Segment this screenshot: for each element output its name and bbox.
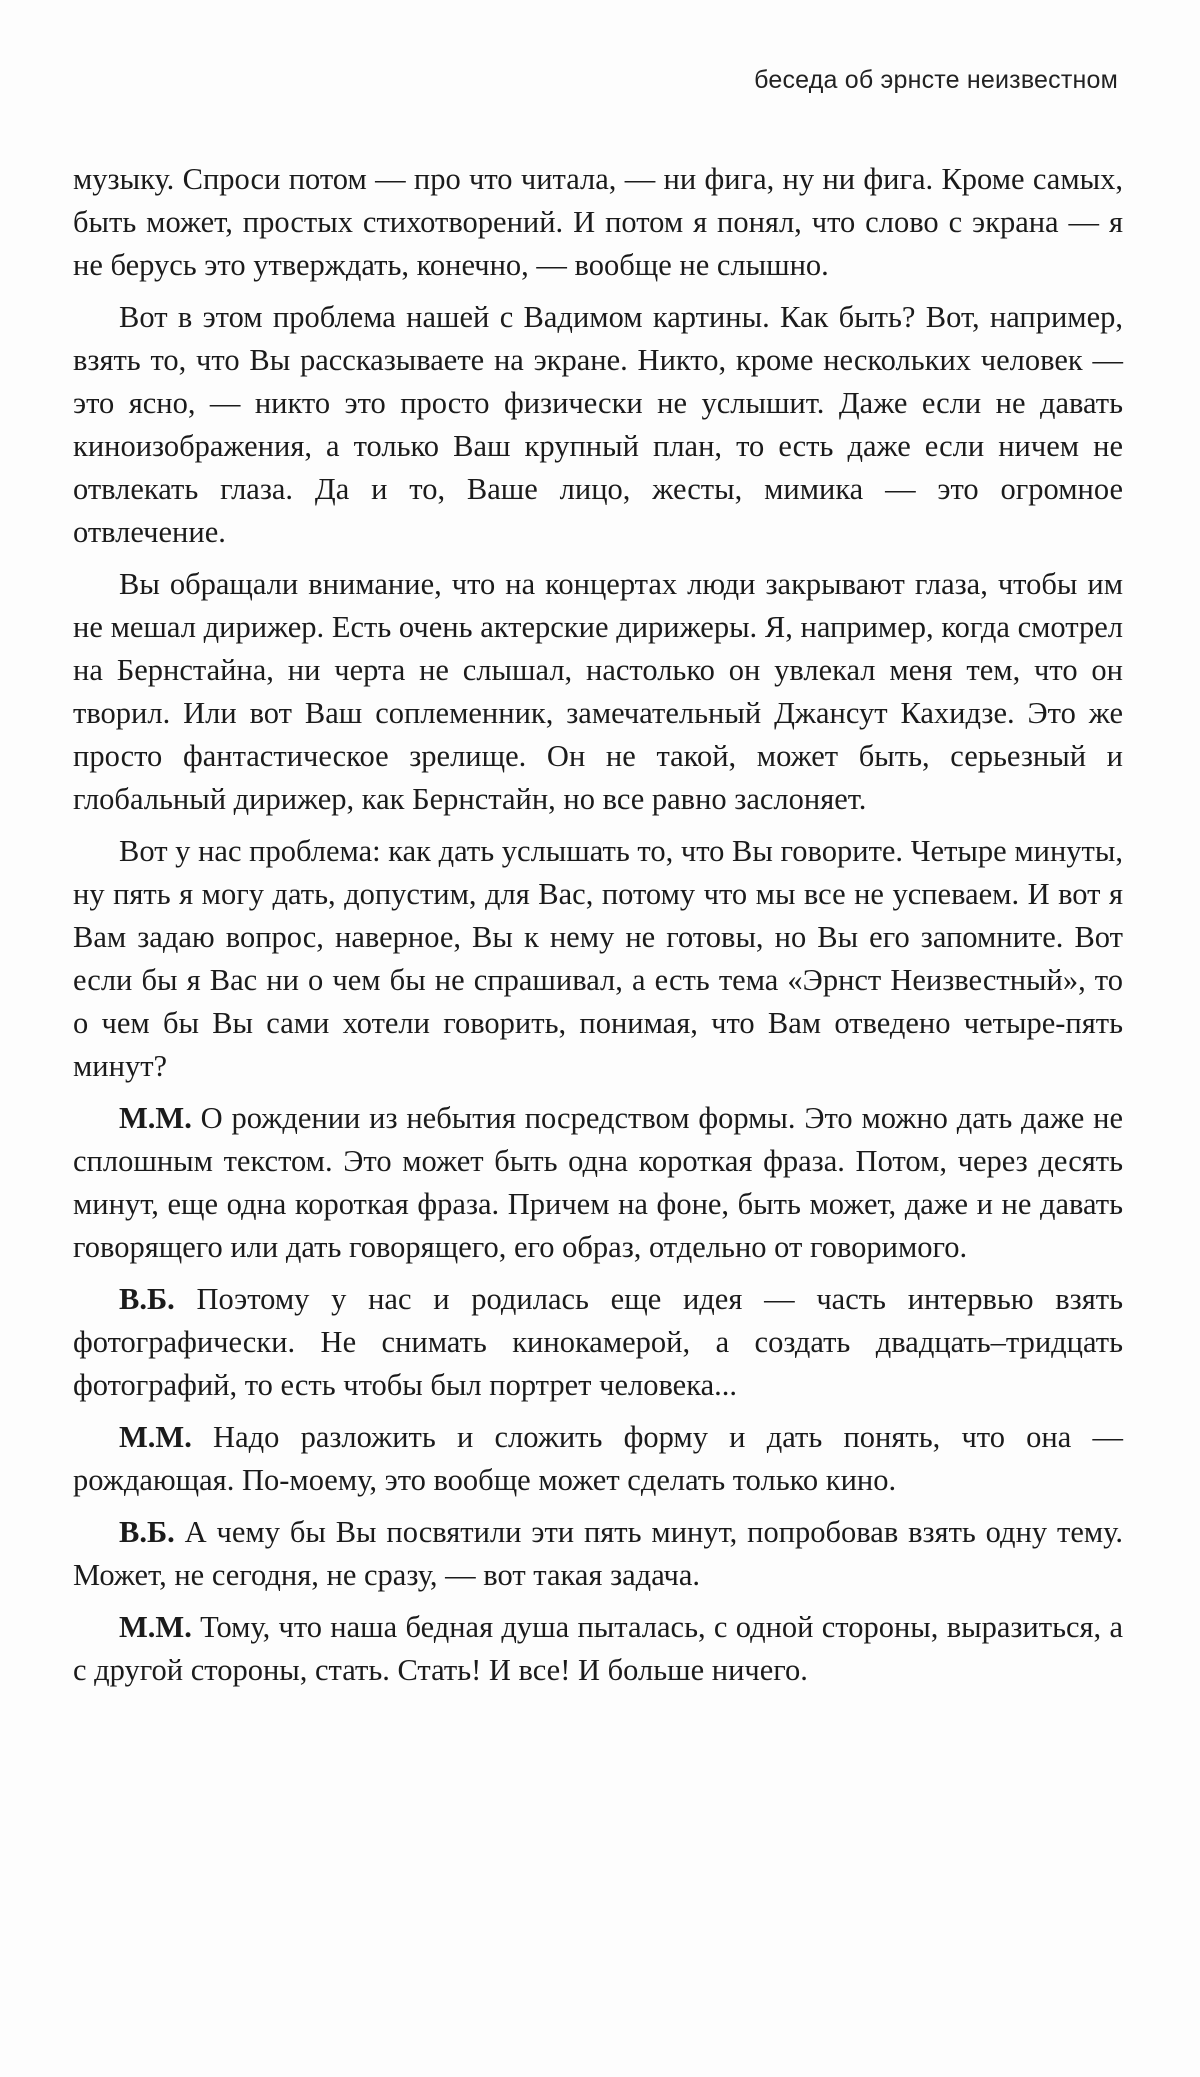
paragraph-text: А чему бы Вы посвятили эти пять минут, попробовав взять одну тему. Может, не сегодня, не сразу, — вот такая задача. xyxy=(73,1515,1123,1592)
paragraph-text: Тому, что наша бедная душа пыталась, с одной стороны, выразиться, а с другой стороны, стать. Стать! И все! И больше ничего. xyxy=(73,1610,1123,1687)
paragraph-text: Вот у нас проблема: как дать услышать то, что Вы говорите. Четыре минуты, ну пять я могу дать, допустим, для Вас, потому что мы все не успеваем. И вот я Вам задаю вопрос, наверное, Вы к нему не готовы, но Вы его запомните. Вот если бы я Вас ни о чем бы не спрашивал, а есть тема «Эрнст Неизвестный», то о чем бы Вы сами хотели говорить, понимая, что Вам отведено четыре-пять минут? xyxy=(73,834,1123,1083)
speaker-label: М.М. xyxy=(119,1610,192,1644)
paragraph xyxy=(73,830,1123,1088)
speaker-label: В.Б. xyxy=(119,1282,175,1316)
body-text xyxy=(73,158,1123,1701)
paragraph-text: музыку. Спроси потом — про что читала, — ни фига, ну ни фига. Кроме самых, быть может, простых стихотворений. И потом я понял, что слово с экрана — я не берусь это утверждать, конечно, — вообще не слышно. xyxy=(73,162,1123,282)
paragraph xyxy=(73,158,1123,287)
dialogue-paragraph xyxy=(73,1097,1123,1269)
speaker-label: М.М. xyxy=(119,1101,192,1135)
paragraph xyxy=(73,563,1123,821)
dialogue-paragraph xyxy=(73,1278,1123,1407)
running-title: беседа об эрнсте неизвестном xyxy=(754,66,1118,94)
dialogue-paragraph xyxy=(73,1606,1123,1692)
paragraph-text: Вот в этом проблема нашей с Вадимом картины. Как быть? Вот, например, взять то, что Вы рассказываете на экране. Никто, кроме нескольких человек — это ясно, — никто это просто физически не услышит. Даже если не давать киноизображения, а только Ваш крупный план, то есть даже если ничем не отвлекать глаза. Да и то, Ваше лицо, жесты, мимика — это огромное отвлечение. xyxy=(73,300,1123,549)
paragraph-text: Надо разложить и сложить форму и дать понять, что она — рождающая. По-моему, это вообще может сделать только кино. xyxy=(73,1420,1123,1497)
speaker-label: М.М. xyxy=(119,1420,192,1454)
paragraph-text: Вы обращали внимание, что на концертах люди закрывают глаза, чтобы им не мешал дирижер. Есть очень актерские дирижеры. Я, например, когда смотрел на Бернстайна, ни черта не слышал, настолько он увлекал меня тем, что он творил. Или вот Ваш соплеменник, замечательный Джансут Кахидзе. Это же просто фантастическое зрелище. Он не такой, может быть, серьезный и глобальный дирижер, как Бернстайн, но все равно заслоняет. xyxy=(73,567,1123,816)
dialogue-paragraph xyxy=(73,1416,1123,1502)
paragraph-text: О рождении из небытия посредством формы. Это можно дать даже не сплошным текстом. Это может быть одна короткая фраза. Потом, через десять минут, еще одна короткая фраза. Причем на фоне, быть может, даже и не давать говорящего или дать говорящего, его образ, отдельно от говоримого. xyxy=(73,1101,1124,1264)
speaker-label: В.Б. xyxy=(119,1515,175,1549)
dialogue-paragraph xyxy=(73,1511,1123,1597)
paragraph xyxy=(73,296,1123,554)
paragraph-text: Поэтому у нас и родилась еще идея — часть интервью взять фотографически. Не снимать кинокамерой, а создать двадцать–тридцать фотографий, то есть чтобы был портрет человека... xyxy=(73,1282,1124,1402)
